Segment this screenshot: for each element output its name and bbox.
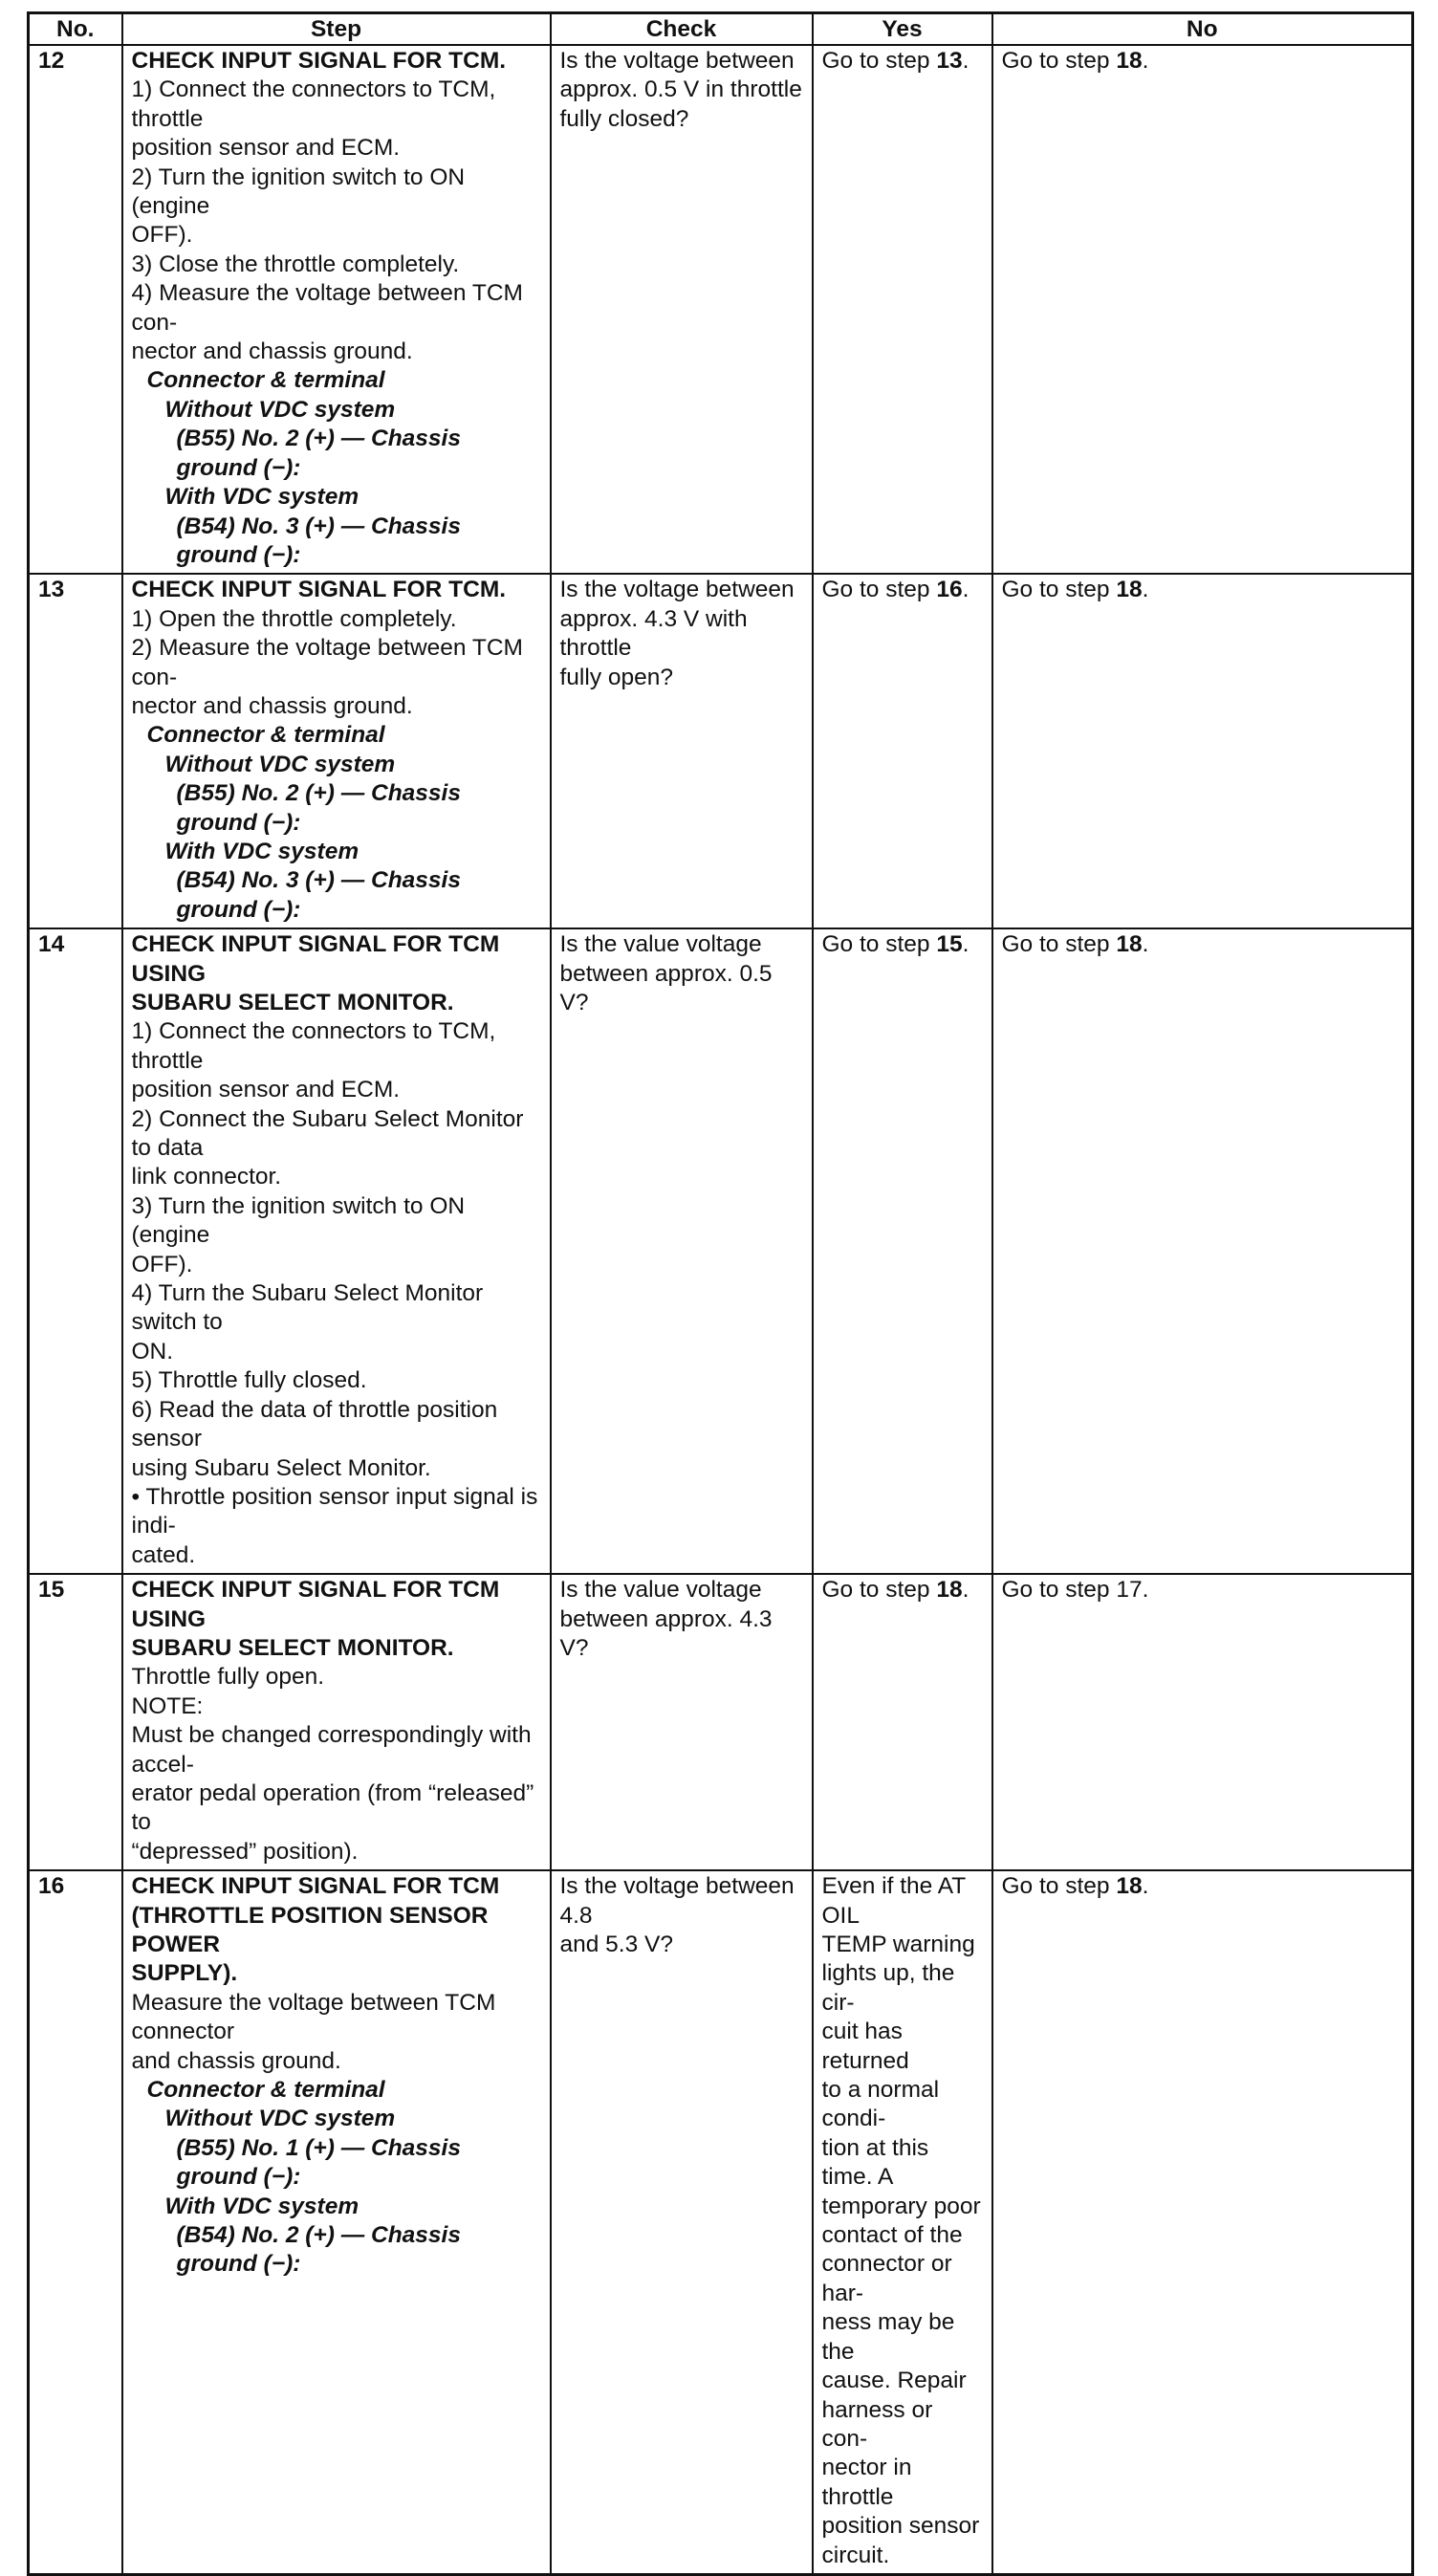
instruction-line: Must be changed correspondingly with accel- [131,1722,532,1778]
yes-suffix: . [962,48,970,74]
instruction-line: using Subaru Select Monitor. [131,1454,431,1481]
yes-action [813,928,992,1574]
no-step-ref: 18 [1116,1873,1143,1900]
header-check: Check [551,13,813,46]
terminal-spec: (B55) No. 2 (+) — Chassis ground (−): [176,426,461,481]
yes-prefix: Go to step [821,931,937,958]
terminal-spec: (B55) No. 2 (+) — Chassis ground (−): [176,780,461,836]
table-row-step-16 [29,1870,1413,2574]
instruction-line: NOTE: [131,1692,204,1719]
step-number: 14 [29,928,122,1574]
no-action [992,45,1413,574]
instruction-line: 2) Turn the ignition switch to ON (engine [131,164,466,220]
no-step-ref: 18 [1116,577,1143,603]
table-row-step-13 [29,574,1413,928]
step-description [122,1574,551,1870]
instruction-line: OFF). [131,222,193,249]
yes-prefix: Go to step [821,577,937,603]
connector-heading: Connector & terminal [146,367,385,394]
instruction-line: position sensor and ECM. [131,135,401,162]
check-line: Is the value voltage [559,1577,762,1604]
instruction-line: nector and chassis ground. [131,692,413,719]
yes-prefix: Go to step [821,1577,937,1604]
step-number: 13 [29,574,122,928]
no-action: Go to step 17. [992,1574,1413,1870]
table-row-step-12 [29,45,1413,574]
step-number: 16 [29,1870,122,2574]
connector-heading: Connector & terminal [146,722,385,749]
check-line: Is the voltage between 4.8 [559,1873,795,1929]
yes-line: contact of the [821,2222,963,2249]
step-title: CHECK INPUT SIGNAL FOR TCM USING [131,931,500,987]
instruction-line: “depressed” position). [131,1838,359,1865]
diagnostic-table [27,11,1414,2576]
yes-line: harness or con- [821,2396,933,2452]
step-number: 15 [29,1574,122,1870]
instruction-line: 5) Throttle fully closed. [131,1367,367,1394]
terminal-spec: (B54) No. 2 (+) — Chassis ground (−): [176,2222,461,2278]
step-title: SUBARU SELECT MONITOR. [131,1634,454,1661]
instruction-line: erator pedal operation (from “released” to [131,1779,534,1836]
no-suffix: . [1142,48,1149,74]
instruction-line: cated. [131,1541,196,1568]
no-action [992,928,1413,1574]
yes-line: to a normal condi- [821,2077,940,2132]
step-title: CHECK INPUT SIGNAL FOR TCM [131,1873,500,1900]
check-line: fully open? [559,664,674,690]
system-variant: With VDC system [164,484,360,511]
yes-line: circuit. [821,2542,890,2568]
instruction-line: 1) Connect the connectors to TCM, throttle [131,76,496,132]
check-line: approx. 4.3 V with throttle [559,605,748,662]
yes-step-ref: 18 [936,1577,963,1604]
instruction-line: and chassis ground. [131,2047,341,2074]
yes-line: lights up, the cir- [821,1960,955,2016]
step-title: CHECK INPUT SIGNAL FOR TCM. [131,48,507,74]
no-action [992,574,1413,928]
check-line: between approx. 0.5 V? [559,960,773,1015]
terminal-spec: (B55) No. 1 (+) — Chassis ground (−): [176,2134,461,2191]
check-question [551,1870,813,2574]
yes-line: tion at this time. A [821,2134,929,2191]
yes-action [813,45,992,574]
table-row-step-15 [29,1574,1413,1870]
header-step: Step [122,13,551,46]
check-question [551,928,813,1574]
instruction-line: 6) Read the data of throttle position sensor [131,1396,498,1452]
system-variant: With VDC system [164,2193,360,2219]
instruction-line: 3) Turn the ignition switch to ON (engine [131,1192,466,1249]
terminal-spec: (B54) No. 3 (+) — Chassis ground (−): [176,867,461,923]
instruction-line: 2) Measure the voltage between TCM con- [131,635,523,690]
header-no-result: No [992,13,1413,46]
step-title: SUPPLY). [131,1960,238,1987]
check-question [551,45,813,574]
step-description [122,1870,551,2574]
no-prefix: Go to step [1001,931,1117,958]
system-variant: Without VDC system [164,396,396,423]
check-question [551,574,813,928]
yes-action [813,574,992,928]
no-prefix: Go to step [1001,577,1117,603]
instruction-line: 4) Measure the voltage between TCM con- [131,280,523,336]
yes-suffix: . [962,577,970,603]
yes-step-ref: 13 [936,48,963,74]
yes-line: temporary poor [821,2193,981,2219]
check-line: Is the value voltage [559,931,762,958]
instruction-line: 3) Close the throttle completely. [131,251,460,277]
instruction-line: position sensor and ECM. [131,1077,401,1103]
yes-line: cuit has returned [821,2019,909,2074]
header-yes: Yes [813,13,992,46]
yes-line: position sensor [821,2513,980,2540]
step-title: (THROTTLE POSITION SENSOR POWER [131,1902,489,1957]
check-question [551,1574,813,1870]
no-step-ref: 18 [1116,48,1143,74]
check-line: fully closed? [559,105,689,132]
system-variant: With VDC system [164,838,360,864]
step-title: SUBARU SELECT MONITOR. [131,990,454,1015]
instruction-line: 1) Connect the connectors to TCM, throttle [131,1018,496,1074]
yes-suffix: . [962,931,970,958]
no-suffix: . [1142,577,1149,603]
instruction-line: link connector. [131,1164,282,1190]
instruction-line: 1) Open the throttle completely. [131,605,457,632]
no-prefix: Go to step [1001,48,1117,74]
yes-step-ref: 16 [936,577,963,603]
no-step-ref: 18 [1116,931,1143,958]
connector-heading: Connector & terminal [146,2077,385,2104]
diagnostic-procedure-document [27,11,1414,2576]
yes-action [813,1574,992,1870]
step-description [122,574,551,928]
step-number: 12 [29,45,122,574]
instruction-line: 4) Turn the Subaru Select Monitor switch to [131,1280,484,1336]
yes-line: ness may be the [821,2309,955,2365]
step-title: CHECK INPUT SIGNAL FOR TCM. [131,577,507,603]
instruction-line: Throttle fully open. [131,1664,325,1691]
instruction-line: ON. [131,1338,174,1364]
header-no: No. [29,13,122,46]
yes-line: TEMP warning [821,1932,975,1957]
step-title: CHECK INPUT SIGNAL FOR TCM USING [131,1577,500,1632]
system-variant: Without VDC system [164,751,396,777]
check-line: Is the voltage between [559,48,795,74]
instruction-line: Measure the voltage between TCM connector [131,1989,496,2045]
check-line: Is the voltage between [559,577,795,603]
yes-line: cause. Repair [821,2368,967,2394]
instruction-line: 2) Connect the Subaru Select Monitor to data [131,1105,524,1162]
yes-line: connector or har- [821,2251,952,2306]
yes-line: nector in throttle [821,2455,912,2510]
no-suffix: . [1142,931,1149,958]
no-action [992,1870,1413,2574]
yes-line: Even if the AT OIL [821,1873,966,1929]
instruction-line: nector and chassis ground. [131,338,413,365]
instruction-line: • Throttle position sensor input signal is indi- [131,1483,538,1539]
yes-action [813,1870,992,2574]
step-description [122,928,551,1574]
table-row-step-14 [29,928,1413,1574]
yes-step-ref: 15 [936,931,963,958]
table-header-row [29,13,1413,46]
yes-suffix: . [962,1577,970,1604]
check-line: and 5.3 V? [559,1932,674,1957]
no-suffix: . [1142,1873,1149,1900]
check-line: between approx. 4.3 V? [559,1605,773,1661]
terminal-spec: (B54) No. 3 (+) — Chassis ground (−): [176,513,461,568]
no-prefix: Go to step [1001,1873,1117,1900]
system-variant: Without VDC system [164,2106,396,2132]
check-line: approx. 0.5 V in throttle [559,76,802,103]
yes-prefix: Go to step [821,48,937,74]
step-description [122,45,551,574]
instruction-line: OFF). [131,1251,193,1277]
